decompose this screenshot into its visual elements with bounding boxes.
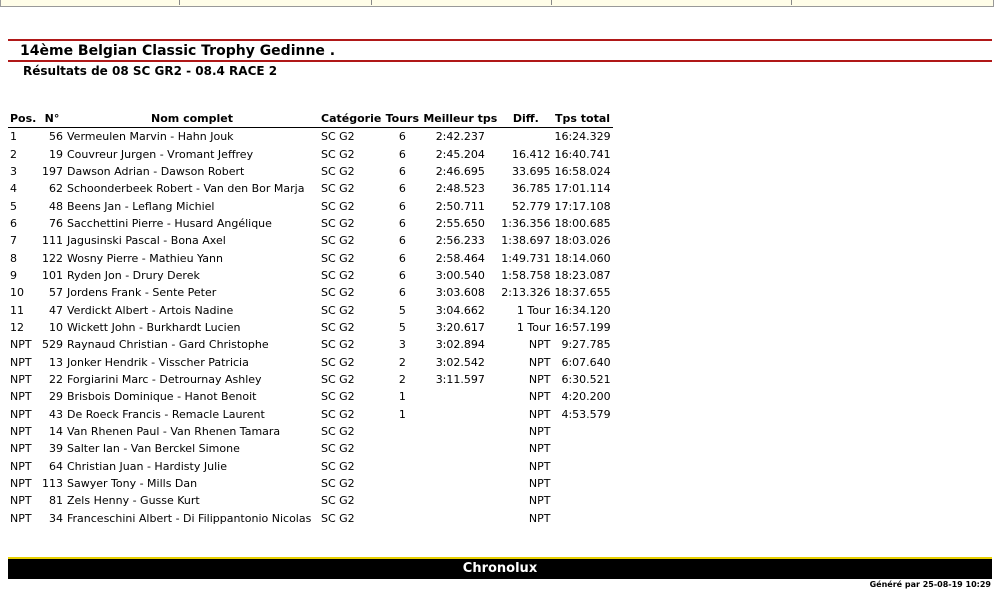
cell-best xyxy=(421,440,499,457)
cell-name: Verdickt Albert - Artois Nadine xyxy=(67,303,234,317)
results-body xyxy=(8,128,613,527)
cell-tours xyxy=(383,423,421,440)
top-frame-bar xyxy=(0,0,994,7)
cell-diff: NPT xyxy=(528,407,551,421)
cell-category: SC G2 xyxy=(321,459,355,473)
cell-best: 2:45.204 xyxy=(435,147,485,161)
cell-best: 2:46.695 xyxy=(435,164,485,178)
cell-tours: 6 xyxy=(398,251,406,265)
frame-divider xyxy=(551,0,552,5)
cell-pos: 12 xyxy=(10,320,24,334)
cell-diff: 1:49.731 xyxy=(501,251,551,265)
cell-num: 101 xyxy=(42,268,63,282)
cell-name: De Roeck Francis - Remacle Laurent xyxy=(67,407,265,421)
generated-timestamp: Généré par 25-08-19 10:29 xyxy=(869,580,991,589)
cell-num: 22 xyxy=(49,372,63,386)
cell-num: 81 xyxy=(49,494,63,508)
cell-total: 16:57.199 xyxy=(554,320,611,334)
cell-name: Christian Juan - Hardisty Julie xyxy=(67,459,227,473)
cell-tours: 6 xyxy=(398,147,406,161)
cell-num: 111 xyxy=(42,234,63,248)
cell-total: 18:23.087 xyxy=(554,268,611,282)
cell-tours xyxy=(383,440,421,457)
table-row xyxy=(8,267,613,284)
title-rule-bottom xyxy=(8,60,992,62)
table-header-row xyxy=(8,110,613,128)
cell-best: 3:02.894 xyxy=(435,338,485,352)
cell-diff: NPT xyxy=(528,390,551,404)
title-rule-top xyxy=(8,39,992,41)
cell-diff: NPT xyxy=(528,511,551,525)
cell-total: 18:37.655 xyxy=(554,286,611,300)
cell-best: 3:00.540 xyxy=(435,268,485,282)
table-row xyxy=(8,128,613,146)
cell-category: SC G2 xyxy=(321,355,355,369)
cell-tours: 6 xyxy=(398,234,406,248)
cell-diff: 52.779 xyxy=(511,199,551,213)
cell-total xyxy=(552,423,612,440)
cell-tours: 3 xyxy=(398,338,406,352)
cell-pos: NPT xyxy=(10,425,32,439)
table-row xyxy=(8,197,613,214)
table-row xyxy=(8,406,613,423)
cell-pos: NPT xyxy=(10,494,32,508)
cell-best xyxy=(421,492,499,509)
cell-best: 3:11.597 xyxy=(435,372,485,386)
cell-diff: 1:58.758 xyxy=(501,268,551,282)
cell-category: SC G2 xyxy=(321,251,355,265)
table-row xyxy=(8,145,613,162)
cell-pos: NPT xyxy=(10,390,32,404)
table-row xyxy=(8,163,613,180)
cell-diff: 1:36.356 xyxy=(501,216,551,230)
cell-num: 529 xyxy=(42,338,63,352)
cell-name: Wickett John - Burkhardt Lucien xyxy=(67,320,241,334)
cell-diff: 16.412 xyxy=(511,147,551,161)
cell-pos: 7 xyxy=(10,234,17,248)
cell-pos: 5 xyxy=(10,199,17,213)
cell-num: 13 xyxy=(49,355,63,369)
cell-total: 16:34.120 xyxy=(554,303,611,317)
cell-total xyxy=(552,510,612,527)
cell-tours: 6 xyxy=(398,130,406,144)
cell-diff: 1 Tour xyxy=(516,320,551,334)
cell-category: SC G2 xyxy=(321,338,355,352)
cell-name: Jagusinski Pascal - Bona Axel xyxy=(67,234,226,248)
cell-name: Brisbois Dominique - Hanot Benoit xyxy=(67,390,257,404)
table-row xyxy=(8,475,613,492)
table-row xyxy=(8,510,613,527)
cell-diff: 1:38.697 xyxy=(501,234,551,248)
cell-name: Dawson Adrian - Dawson Robert xyxy=(67,164,245,178)
frame-divider xyxy=(371,0,372,5)
cell-best xyxy=(421,423,499,440)
cell-best xyxy=(421,406,499,423)
cell-tours: 6 xyxy=(398,182,406,196)
cell-num: 62 xyxy=(49,182,63,196)
page-subtitle: Résultats de 08 SC GR2 - 08.4 RACE 2 xyxy=(23,64,278,78)
cell-num: 39 xyxy=(49,442,63,456)
cell-num: 19 xyxy=(49,147,63,161)
cell-num: 48 xyxy=(49,199,63,213)
cell-num: 64 xyxy=(49,459,63,473)
cell-total: 4:53.579 xyxy=(561,407,611,421)
cell-pos: 9 xyxy=(10,268,17,282)
cell-tours xyxy=(383,510,421,527)
cell-tours xyxy=(383,492,421,509)
cell-pos: 6 xyxy=(10,216,17,230)
col-header-category: Catégorie xyxy=(319,110,383,128)
cell-name: Beens Jan - Leflang Michiel xyxy=(67,199,215,213)
cell-num: 34 xyxy=(49,511,63,525)
cell-pos: NPT xyxy=(10,372,32,386)
cell-best: 2:42.237 xyxy=(435,130,485,144)
cell-best: 2:58.464 xyxy=(435,251,485,265)
cell-tours: 6 xyxy=(398,216,406,230)
cell-best: 3:04.662 xyxy=(435,303,485,317)
cell-name: Zels Henny - Gusse Kurt xyxy=(67,494,200,508)
cell-diff: NPT xyxy=(528,477,551,491)
cell-num: 56 xyxy=(49,130,63,144)
cell-num: 47 xyxy=(49,303,63,317)
cell-category: SC G2 xyxy=(321,407,355,421)
cell-best: 2:48.523 xyxy=(435,182,485,196)
cell-diff: NPT xyxy=(528,494,551,508)
table-row xyxy=(8,388,613,405)
cell-pos: 3 xyxy=(10,164,17,178)
cell-pos: NPT xyxy=(10,407,32,421)
cell-num: 76 xyxy=(49,216,63,230)
cell-num: 113 xyxy=(42,477,63,491)
cell-category: SC G2 xyxy=(321,182,355,196)
cell-category: SC G2 xyxy=(321,303,355,317)
col-header-num: N° xyxy=(39,110,65,128)
cell-best: 2:55.650 xyxy=(435,216,485,230)
table-row xyxy=(8,249,613,266)
cell-pos: NPT xyxy=(10,459,32,473)
cell-total: 16:58.024 xyxy=(554,164,611,178)
cell-total: 17:17.108 xyxy=(554,199,611,213)
cell-num: 57 xyxy=(49,286,63,300)
cell-total: 16:24.329 xyxy=(554,130,611,144)
col-header-total: Tps total xyxy=(552,110,612,128)
cell-category: SC G2 xyxy=(321,442,355,456)
cell-best: 3:20.617 xyxy=(435,320,485,334)
col-header-diff: Diff. xyxy=(499,110,552,128)
cell-name: Ryden Jon - Drury Derek xyxy=(67,268,200,282)
cell-category: SC G2 xyxy=(321,320,355,334)
table-row xyxy=(8,319,613,336)
cell-tours: 6 xyxy=(398,268,406,282)
cell-name: Couvreur Jurgen - Vromant Jeffrey xyxy=(67,147,254,161)
cell-best: 2:50.711 xyxy=(435,199,485,213)
cell-best: 3:03.608 xyxy=(435,286,485,300)
col-header-tours: Tours xyxy=(383,110,421,128)
cell-diff: 33.695 xyxy=(511,164,551,178)
table-row xyxy=(8,215,613,232)
table-row xyxy=(8,492,613,509)
cell-total: 9:27.785 xyxy=(561,338,611,352)
cell-diff: 36.785 xyxy=(511,182,551,196)
cell-name: Schoonderbeek Robert - Van den Bor Marja xyxy=(67,182,305,196)
cell-tours: 2 xyxy=(398,355,406,369)
col-header-best: Meilleur tps xyxy=(421,110,499,128)
cell-tours: 2 xyxy=(398,372,406,386)
cell-pos: 1 xyxy=(10,130,17,144)
cell-num: 43 xyxy=(49,407,63,421)
cell-total xyxy=(552,475,612,492)
cell-diff xyxy=(499,128,552,146)
cell-category: SC G2 xyxy=(321,372,355,386)
cell-diff: 1 Tour xyxy=(516,303,551,317)
cell-tours: 5 xyxy=(398,303,406,317)
page-title: 14ème Belgian Classic Trophy Gedinne . xyxy=(20,43,336,59)
cell-tours: 1 xyxy=(398,407,406,421)
cell-best xyxy=(421,458,499,475)
frame-divider xyxy=(179,0,180,5)
cell-name: Sacchettini Pierre - Husard Angélique xyxy=(67,216,272,230)
cell-best xyxy=(421,388,499,405)
cell-total: 6:30.521 xyxy=(561,372,611,386)
cell-category: SC G2 xyxy=(321,286,355,300)
cell-num: 14 xyxy=(49,425,63,439)
cell-best xyxy=(421,475,499,492)
cell-diff: 2:13.326 xyxy=(501,286,551,300)
table-row xyxy=(8,301,613,318)
cell-total: 17:01.114 xyxy=(554,182,611,196)
cell-name: Forgiarini Marc - Detrournay Ashley xyxy=(67,372,262,386)
cell-pos: 10 xyxy=(10,286,24,300)
cell-diff: NPT xyxy=(528,372,551,386)
cell-name: Franceschini Albert - Di Filippantonio Nicolas xyxy=(67,511,312,525)
cell-category: SC G2 xyxy=(321,199,355,213)
cell-diff: NPT xyxy=(528,338,551,352)
cell-pos: 8 xyxy=(10,251,17,265)
table-row xyxy=(8,440,613,457)
cell-num: 122 xyxy=(42,251,63,265)
cell-name: Van Rhenen Paul - Van Rhenen Tamara xyxy=(67,425,281,439)
cell-category: SC G2 xyxy=(321,268,355,282)
cell-total: 18:03.026 xyxy=(554,234,611,248)
cell-name: Wosny Pierre - Mathieu Yann xyxy=(67,251,223,265)
cell-pos: 4 xyxy=(10,182,17,196)
cell-diff: NPT xyxy=(528,442,551,456)
cell-num: 29 xyxy=(49,390,63,404)
table-row xyxy=(8,458,613,475)
col-header-name: Nom complet xyxy=(65,110,319,128)
cell-total: 4:20.200 xyxy=(561,390,611,404)
cell-pos: 11 xyxy=(10,303,24,317)
cell-best: 2:56.233 xyxy=(435,234,485,248)
frame-divider xyxy=(791,0,792,5)
footer-brand: Chronolux xyxy=(8,559,992,579)
cell-pos: NPT xyxy=(10,355,32,369)
cell-name: Jordens Frank - Sente Peter xyxy=(67,286,217,300)
cell-pos: NPT xyxy=(10,477,32,491)
results-table xyxy=(8,110,613,527)
cell-category: SC G2 xyxy=(321,234,355,248)
cell-pos: NPT xyxy=(10,338,32,352)
cell-category: SC G2 xyxy=(321,511,355,525)
cell-num: 197 xyxy=(42,164,63,178)
cell-total: 18:14.060 xyxy=(554,251,611,265)
cell-tours: 6 xyxy=(398,199,406,213)
cell-category: SC G2 xyxy=(321,390,355,404)
cell-best: 3:02.542 xyxy=(435,355,485,369)
table-row xyxy=(8,423,613,440)
cell-total xyxy=(552,440,612,457)
cell-diff: NPT xyxy=(528,355,551,369)
table-row xyxy=(8,180,613,197)
table-row xyxy=(8,284,613,301)
cell-pos: NPT xyxy=(10,442,32,456)
cell-category: SC G2 xyxy=(321,216,355,230)
cell-name: Sawyer Tony - Mills Dan xyxy=(67,477,198,491)
cell-category: SC G2 xyxy=(321,130,355,144)
cell-pos: NPT xyxy=(10,511,32,525)
cell-category: SC G2 xyxy=(321,147,355,161)
cell-tours: 6 xyxy=(398,286,406,300)
cell-best xyxy=(421,510,499,527)
table-row xyxy=(8,232,613,249)
cell-category: SC G2 xyxy=(321,164,355,178)
cell-tours: 1 xyxy=(398,390,406,404)
cell-total xyxy=(552,458,612,475)
cell-total: 18:00.685 xyxy=(554,216,611,230)
cell-tours: 5 xyxy=(398,320,406,334)
cell-pos: 2 xyxy=(10,147,17,161)
cell-diff: NPT xyxy=(528,425,551,439)
cell-category: SC G2 xyxy=(321,425,355,439)
cell-num: 10 xyxy=(49,320,63,334)
cell-total: 16:40.741 xyxy=(554,147,611,161)
cell-category: SC G2 xyxy=(321,494,355,508)
table-row xyxy=(8,336,613,353)
cell-tours xyxy=(383,475,421,492)
cell-diff: NPT xyxy=(528,459,551,473)
cell-name: Jonker Hendrik - Visscher Patricia xyxy=(67,355,249,369)
table-row xyxy=(8,353,613,370)
cell-total xyxy=(552,492,612,509)
table-row xyxy=(8,371,613,388)
cell-name: Vermeulen Marvin - Hahn Jouk xyxy=(67,130,234,144)
cell-tours: 6 xyxy=(398,164,406,178)
cell-tours xyxy=(383,458,421,475)
cell-name: Salter Ian - Van Berckel Simone xyxy=(67,442,240,456)
cell-name: Raynaud Christian - Gard Christophe xyxy=(67,338,269,352)
cell-category: SC G2 xyxy=(321,477,355,491)
col-header-pos: Pos. xyxy=(8,110,39,128)
cell-total: 6:07.640 xyxy=(561,355,611,369)
